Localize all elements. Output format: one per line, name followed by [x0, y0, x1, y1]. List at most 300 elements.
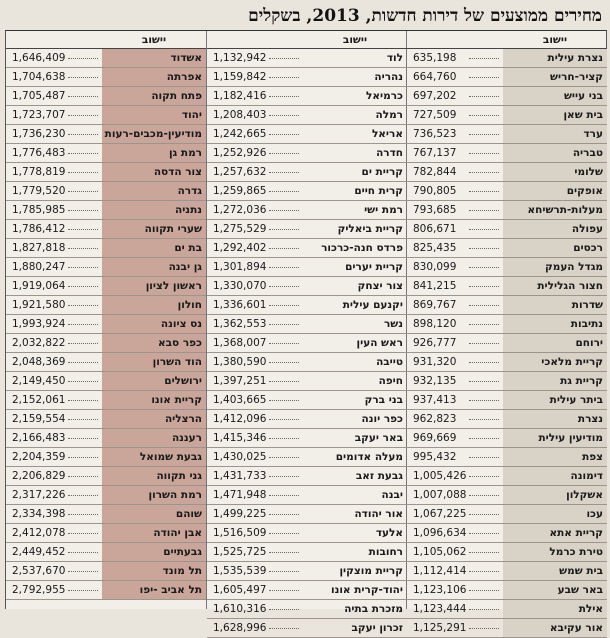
table-row: [6, 467, 206, 486]
table-row: [6, 239, 206, 258]
price-value: 1,397,251: [213, 375, 267, 387]
table-row: [207, 448, 407, 467]
price-value: 1,516,509: [213, 527, 267, 539]
table-row: [407, 315, 607, 334]
table-row: [407, 543, 607, 562]
dot-leader: [68, 191, 98, 192]
dot-leader: [469, 77, 499, 78]
dot-leader: [269, 419, 299, 420]
dot-leader: [68, 305, 98, 306]
price-value: 1,628,996: [213, 622, 267, 634]
locality-name: באר יעקב: [354, 432, 403, 444]
table-row: [407, 87, 607, 106]
price-value: 2,449,452: [12, 546, 66, 558]
dot-leader: [469, 495, 499, 496]
table-row: [6, 220, 206, 239]
dot-leader: [68, 590, 98, 591]
price-value: 2,317,226: [12, 489, 66, 501]
locality-name: אילת: [503, 600, 607, 618]
dot-leader: [469, 552, 499, 553]
dot-leader: [469, 248, 499, 249]
prices-table: [5, 30, 607, 634]
locality-name: מעלה אדומים: [335, 451, 403, 463]
dot-leader: [68, 267, 98, 268]
dot-leader: [269, 381, 299, 382]
table-row: [407, 334, 607, 353]
locality-name: ביתר עילית: [503, 391, 607, 409]
locality-name: רחובות: [368, 546, 403, 558]
dot-leader: [469, 191, 499, 192]
locality-name: טבריה: [503, 144, 607, 162]
price-value: 2,412,078: [12, 527, 66, 539]
table-row: [207, 239, 407, 258]
price-value: 2,032,822: [12, 337, 66, 349]
dot-leader: [68, 343, 98, 344]
price-value: 1,412,096: [213, 413, 267, 425]
dot-leader: [269, 229, 299, 230]
locality-name: קריית יערים: [345, 261, 403, 273]
price-value: 1,779,520: [12, 185, 66, 197]
price-value: 2,537,670: [12, 565, 66, 577]
column-header-label: יישוב: [141, 34, 167, 46]
table-row: [407, 49, 607, 68]
price-value: 1,182,416: [213, 90, 267, 102]
table-row: [207, 49, 407, 68]
dot-leader: [68, 77, 98, 78]
table-row: [6, 353, 206, 372]
locality-name: רכסים: [503, 239, 607, 257]
price-value: 1,272,036: [213, 204, 267, 216]
table-row: [207, 315, 407, 334]
column-header-label: יישוב: [342, 34, 368, 46]
dot-leader: [469, 58, 499, 59]
price-value: 1,368,007: [213, 337, 267, 349]
table-row: [407, 600, 607, 619]
table-row: [407, 372, 607, 391]
locality-name: קריית ים: [361, 166, 403, 178]
locality-name: אבן יהודה: [102, 524, 206, 542]
table-row: [6, 562, 206, 581]
dot-leader: [269, 457, 299, 458]
dot-leader: [469, 115, 499, 116]
locality-name: אור יהודה: [354, 508, 403, 520]
table-row: [6, 391, 206, 410]
price-value: 1,919,064: [12, 280, 66, 292]
price-value: 1,610,316: [213, 603, 267, 615]
column-header: [6, 31, 206, 49]
table-row: [6, 410, 206, 429]
price-value: 1,646,409: [12, 52, 66, 64]
locality-name: צור הדסה: [102, 163, 206, 181]
table-row: [207, 277, 407, 296]
price-value: 869,767: [413, 299, 457, 311]
locality-name: יבנה: [381, 489, 403, 501]
price-value: 1,605,497: [213, 584, 267, 596]
dot-leader: [469, 571, 499, 572]
dot-leader: [469, 172, 499, 173]
dot-leader: [469, 476, 499, 477]
dot-leader: [68, 571, 98, 572]
table-row: [207, 68, 407, 87]
price-value: 727,509: [413, 109, 457, 121]
price-value: 2,334,398: [12, 508, 66, 520]
locality-name: זכרון יעקב: [351, 622, 403, 634]
locality-name: שלומי: [503, 163, 607, 181]
locality-name: מזכרת בתיה: [344, 603, 403, 615]
locality-name: טייבה: [376, 356, 403, 368]
page-title: מחירים ממוצעים של דירות חדשות, 2013, בשקלים: [248, 6, 602, 26]
locality-name: שדרות: [503, 296, 607, 314]
table-row: [407, 220, 607, 239]
table-row: [407, 68, 607, 87]
dot-leader: [469, 381, 499, 382]
dot-leader: [469, 533, 499, 534]
price-value: 995,432: [413, 451, 457, 463]
locality-name: חדרה: [376, 147, 403, 159]
table-row: [407, 239, 607, 258]
dot-leader: [469, 324, 499, 325]
dot-leader: [68, 362, 98, 363]
locality-name: חצור הגלילית: [503, 277, 607, 295]
locality-name: נהריה: [374, 71, 403, 83]
dot-leader: [68, 419, 98, 420]
price-value: 782,844: [413, 166, 457, 178]
locality-name: קריית אתא: [503, 524, 607, 542]
table-row: [207, 505, 407, 524]
locality-name: קרית חיים: [354, 185, 403, 197]
price-value: 1,275,529: [213, 223, 267, 235]
price-value: 2,152,061: [12, 394, 66, 406]
locality-name: ראשון לציון: [102, 277, 206, 295]
price-value: 1,125,291: [413, 622, 467, 634]
dot-leader: [269, 210, 299, 211]
dot-leader: [469, 362, 499, 363]
price-value: 1,132,942: [213, 52, 267, 64]
price-value: 664,760: [413, 71, 457, 83]
locality-name: אפרתה: [102, 68, 206, 86]
locality-name: גן יבנה: [102, 258, 206, 276]
locality-name: הרצליה: [102, 410, 206, 428]
table-row: [6, 581, 206, 600]
table-row: [407, 619, 607, 638]
locality-name: ערד: [503, 125, 607, 143]
locality-name: בני ברק: [364, 394, 403, 406]
table-row: [407, 505, 607, 524]
price-value: 1,431,733: [213, 470, 267, 482]
dot-leader: [269, 305, 299, 306]
dot-leader: [269, 438, 299, 439]
table-row: [6, 182, 206, 201]
table-row: [207, 391, 407, 410]
price-value: 1,723,707: [12, 109, 66, 121]
price-value: 1,921,580: [12, 299, 66, 311]
table-row: [407, 296, 607, 315]
dot-leader: [269, 552, 299, 553]
price-value: 1,993,924: [12, 318, 66, 330]
locality-name: ראש העין: [356, 337, 403, 349]
table-row: [407, 562, 607, 581]
dot-leader: [269, 267, 299, 268]
locality-name: שוהם: [102, 505, 206, 523]
table-row: [207, 372, 407, 391]
dot-leader: [269, 476, 299, 477]
dot-leader: [68, 286, 98, 287]
locality-name: גני תקווה: [102, 467, 206, 485]
dot-leader: [269, 495, 299, 496]
table-row: [6, 49, 206, 68]
locality-name: נצרת עילית: [503, 49, 607, 67]
table-row: [207, 353, 407, 372]
table-row: [407, 201, 607, 220]
locality-name: יקנעם עילית: [342, 299, 403, 311]
dot-leader: [469, 210, 499, 211]
locality-name: ירושלים: [102, 372, 206, 390]
dot-leader: [469, 590, 499, 591]
table-row: [207, 524, 407, 543]
dot-leader: [469, 609, 499, 610]
locality-name: רמת ישי: [364, 204, 403, 216]
table-row: [407, 144, 607, 163]
locality-name: גבעת זאב: [355, 470, 403, 482]
table-row: [407, 486, 607, 505]
locality-name: גדרה: [102, 182, 206, 200]
dot-leader: [269, 286, 299, 287]
price-value: 1,208,403: [213, 109, 267, 121]
locality-name: קריית אונו: [102, 391, 206, 409]
price-value: 1,415,346: [213, 432, 267, 444]
dot-leader: [269, 191, 299, 192]
dot-leader: [269, 590, 299, 591]
price-value: 1,330,070: [213, 280, 267, 292]
table-row: [6, 277, 206, 296]
dot-leader: [469, 229, 499, 230]
price-value: 1,259,865: [213, 185, 267, 197]
locality-name: אלעד: [375, 527, 403, 539]
table-row: [207, 429, 407, 448]
price-value: 790,805: [413, 185, 457, 197]
table-column-2: [206, 31, 407, 634]
table-row: [407, 448, 607, 467]
dot-leader: [269, 115, 299, 116]
price-value: 736,523: [413, 128, 457, 140]
price-value: 806,671: [413, 223, 457, 235]
table-row: [207, 562, 407, 581]
price-value: 1,525,725: [213, 546, 267, 558]
table-row: [6, 448, 206, 467]
locality-name: אשקלון: [503, 486, 607, 504]
table-row: [407, 581, 607, 600]
dot-leader: [269, 96, 299, 97]
dot-leader: [68, 457, 98, 458]
table-row: [6, 106, 206, 125]
price-value: 1,123,444: [413, 603, 467, 615]
locality-name: מגדל העמק: [503, 258, 607, 276]
price-value: 697,202: [413, 90, 457, 102]
dot-leader: [269, 609, 299, 610]
table-row: [6, 429, 206, 448]
dot-leader: [469, 96, 499, 97]
dot-leader: [469, 419, 499, 420]
locality-name: צפת: [503, 448, 607, 466]
column-header: [207, 31, 407, 49]
table-row: [407, 467, 607, 486]
table-row: [407, 277, 607, 296]
price-value: 767,137: [413, 147, 457, 159]
locality-name: תל אביב -יפו: [102, 581, 206, 599]
locality-name: נתניה: [102, 201, 206, 219]
price-value: 1,112,414: [413, 565, 467, 577]
dot-leader: [269, 172, 299, 173]
locality-name: אשדוד: [102, 49, 206, 67]
dot-leader: [68, 172, 98, 173]
table-row: [6, 163, 206, 182]
locality-name: באר שבע: [503, 581, 607, 599]
price-value: 1,362,553: [213, 318, 267, 330]
table-row: [207, 296, 407, 315]
table-row: [407, 163, 607, 182]
price-value: 931,320: [413, 356, 457, 368]
locality-name: נתיבות: [503, 315, 607, 333]
dot-leader: [269, 533, 299, 534]
locality-name: בית שמש: [503, 562, 607, 580]
locality-name: קריית ביאליק: [337, 223, 403, 235]
dot-leader: [269, 134, 299, 135]
price-value: 2,204,359: [12, 451, 66, 463]
locality-name: רמלה: [375, 109, 403, 121]
table-row: [207, 220, 407, 239]
table-row: [207, 258, 407, 277]
price-value: 2,792,955: [12, 584, 66, 596]
dot-leader: [269, 514, 299, 515]
price-value: 1,007,088: [413, 489, 467, 501]
price-value: 1,705,487: [12, 90, 66, 102]
locality-name: קריית מוצקין: [339, 565, 403, 577]
dot-leader: [469, 267, 499, 268]
table-row: [207, 334, 407, 353]
price-value: 1,827,818: [12, 242, 66, 254]
price-value: 932,135: [413, 375, 457, 387]
dot-leader: [68, 533, 98, 534]
price-value: 969,669: [413, 432, 457, 444]
price-value: 1,535,539: [213, 565, 267, 577]
table-row: [6, 524, 206, 543]
table-row: [207, 410, 407, 429]
price-value: 1,301,894: [213, 261, 267, 273]
table-column-3: [6, 31, 206, 609]
dot-leader: [68, 115, 98, 116]
price-value: 1,257,632: [213, 166, 267, 178]
price-value: 1,123,106: [413, 584, 467, 596]
table-row: [6, 201, 206, 220]
dot-leader: [269, 77, 299, 78]
locality-name: קציר-חריש: [503, 68, 607, 86]
table-row: [207, 619, 407, 638]
table-row: [207, 144, 407, 163]
table-row: [407, 429, 607, 448]
locality-name: כרמיאל: [366, 90, 403, 102]
price-value: 1,776,483: [12, 147, 66, 159]
locality-name: תל מונד: [102, 562, 206, 580]
locality-name: צור יצחק: [357, 280, 403, 292]
table-row: [6, 68, 206, 87]
price-value: 825,435: [413, 242, 457, 254]
table-row: [407, 524, 607, 543]
locality-name: אריאל: [371, 128, 403, 140]
price-value: 793,685: [413, 204, 457, 216]
locality-name: לוד: [386, 52, 403, 64]
dot-leader: [68, 134, 98, 135]
dot-leader: [68, 153, 98, 154]
price-value: 1,105,062: [413, 546, 467, 558]
dot-leader: [469, 628, 499, 629]
dot-leader: [68, 58, 98, 59]
dot-leader: [269, 248, 299, 249]
dot-leader: [68, 381, 98, 382]
price-value: 2,159,554: [12, 413, 66, 425]
locality-name: שערי תקווה: [102, 220, 206, 238]
table-row: [6, 486, 206, 505]
table-row: [407, 410, 607, 429]
table-row: [6, 144, 206, 163]
dot-leader: [269, 571, 299, 572]
locality-name: חיפה: [378, 375, 403, 387]
locality-name: פרדס חנה-כרכור: [321, 242, 403, 254]
dot-leader: [68, 210, 98, 211]
locality-name: גבעת שמואל: [102, 448, 206, 466]
price-value: 962,823: [413, 413, 457, 425]
table-row: [207, 87, 407, 106]
column-header-label: יישוב: [542, 34, 568, 46]
table-row: [207, 467, 407, 486]
dot-leader: [469, 438, 499, 439]
dot-leader: [469, 134, 499, 135]
price-value: 1,403,665: [213, 394, 267, 406]
dot-leader: [269, 628, 299, 629]
locality-name: נצרת: [503, 410, 607, 428]
dot-leader: [269, 58, 299, 59]
table-row: [207, 125, 407, 144]
table-row: [6, 87, 206, 106]
dot-leader: [469, 457, 499, 458]
locality-name: מודיעין-מכבים-רעות: [102, 125, 206, 143]
table-row: [6, 505, 206, 524]
table-row: [6, 315, 206, 334]
price-value: 926,777: [413, 337, 457, 349]
table-row: [6, 543, 206, 562]
locality-name: יהוד: [102, 106, 206, 124]
dot-leader: [469, 343, 499, 344]
price-value: 1,430,025: [213, 451, 267, 463]
table-column-1: [406, 31, 607, 634]
price-value: 1,252,926: [213, 147, 267, 159]
locality-name: מעלות-תרשיחא: [503, 201, 607, 219]
price-value: 635,198: [413, 52, 457, 64]
table-row: [407, 353, 607, 372]
locality-name: רמת השרון: [102, 486, 206, 504]
price-value: 1,880,247: [12, 261, 66, 273]
locality-name: טירת כרמל: [503, 543, 607, 561]
price-value: 2,206,829: [12, 470, 66, 482]
table-row: [207, 581, 407, 600]
dot-leader: [68, 476, 98, 477]
price-value: 1,336,601: [213, 299, 267, 311]
dot-leader: [68, 400, 98, 401]
locality-name: אופקים: [503, 182, 607, 200]
locality-name: כפר סבא: [102, 334, 206, 352]
locality-name: בית שאן: [503, 106, 607, 124]
locality-name: אור עקיבא: [503, 619, 607, 637]
price-value: 1,096,634: [413, 527, 467, 539]
